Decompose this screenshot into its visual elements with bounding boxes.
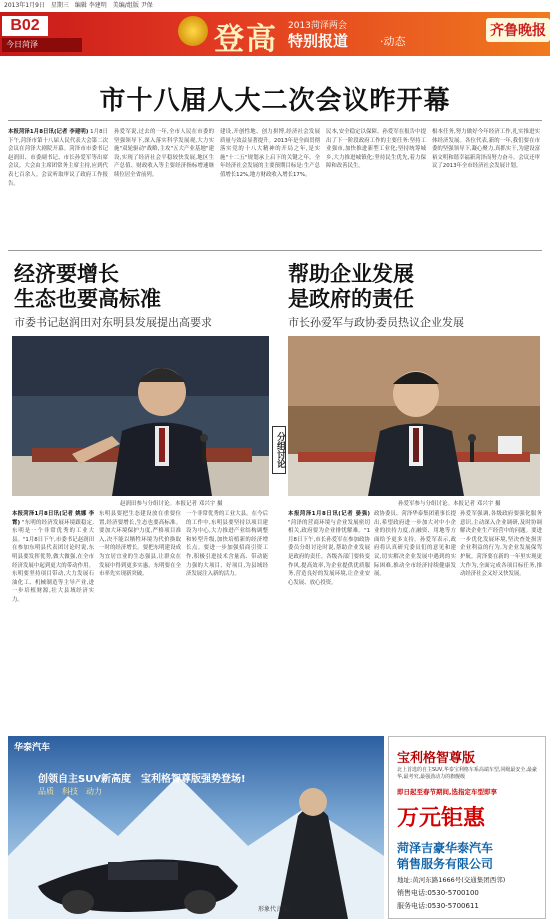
left-story-photo <box>12 336 269 496</box>
special-report-line1: 2013菏泽两会 <box>288 21 347 31</box>
dealer-ad-amount: 万元钜惠 <box>397 805 486 831</box>
lead-col-3: 建设,开创性地、创力拼博,经济社会发展质量与效益显著提升。2013年是全面贯彻落实党的十八大精神的开局之年,是实施"十二五"规划承上启下的关键之年。全年经济社会发展的主要预期目标是:生产总值增长12%,地方财政收入增长17%。 <box>220 129 320 178</box>
dealer-ad-promo: 即日起至春节期间,选指定车型即享 <box>397 788 497 796</box>
dealer-address: 地址:黄河东路1666号(交通集团西邻) <box>397 876 506 884</box>
right-col-2: 政协委员、菏泽华泰集团董事长提出,希望政府进一步加大对中小企业的扶持力度,在融资、用地等方面给予更多支持。孙爱军表示,政府将认真研究委员们的意见和建议,切实解决企业发展中遇到的实际困难,推动全市经济持续健康发展。 <box>374 511 456 578</box>
page-meta-line: 2013年1月9日 星期三 编辑 李建明 美编/组版 尹保 <box>4 2 153 9</box>
left-col-2: 东明县要把生态建设放在重要位置,经济要增长,生态也要高标准。要加大环境保护力度,严格项目准入,决不能以牺牲环境为代价换取一时的经济增长。要把东明建设成为宜居宜业的生态强县,让群众在发展中得到更多实惠。东明要在全市率先实现新突破。 <box>99 511 181 578</box>
left-col-3: 一个非常优秀的工业大县。在今后的工作中,东明县要坚持以项目建设为中心,大力推进产业结构调整和转型升级,加快培植新的经济增长点。要进一步加强招商引资工作,积极引进技术含量高、带动能力强的大项目、好项目,为县域经济发展注入新的活力。 <box>186 511 268 578</box>
banner-calligraphy: 登高 <box>214 22 278 57</box>
dealer-sales-phone: 销售电话:0530-5700100 <box>397 889 479 897</box>
ad-slogan: 创领自主SUV新高度 宝利格智尊版强势登场! <box>38 774 246 785</box>
lead-col-5: 根本任务,努力做好今年经济工作,扎实推进实体经济发展。各位代表,新的一年,我们要在市委的坚强领导下,凝心聚力,真抓实干,为建设富裕文明和谐幸福新菏泽而努力奋斗。会议还审议了2013年全市经济社会发展计划。 <box>432 129 540 170</box>
left-story-title-2: 生态也要高标准 <box>14 286 161 311</box>
lead-col-1 <box>8 128 108 243</box>
dealer-service-phone: 服务电话:0530-5700611 <box>397 902 479 910</box>
car-advertisement <box>8 736 384 919</box>
ad-endorser-label: 形象代言人: <box>258 906 291 913</box>
right-col-3: 孙爱军强调,各级政府要强化服务意识,主动深入企业调研,及时协调解决企业生产经营中的问题。要进一步优化发展环境,坚决查处损害企业利益的行为,为企业发展保驾护航。菏泽要在新的一年里实现更大作为,全面完成各项目标任务,推动经济社会又好又快发展。 <box>460 511 542 578</box>
left-byline: 本报菏泽1月8日讯(记者 姚娜 李霄) <box>12 511 94 526</box>
left-photo-caption: 赵润田参与分组讨论。本报记者 邓兴宇 摄 <box>120 501 223 507</box>
national-emblem-icon <box>178 16 208 46</box>
newspaper-logo: 齐鲁晚报 <box>486 18 550 42</box>
right-text-1: "菏泽的营商环境与企业发展密切相关,政府要为企业排忧解难。"1月8日下午,市长孙爱军在参加政协委员分组讨论时说,帮助企业发展是政府的责任。各级各部门要转变作风,提高效率,为企业提供优质服务,营造良好的发展环境,让企业安心发展、放心投资。 <box>288 519 370 586</box>
lead-byline: 本报菏泽1月8日讯(记者 李建明) <box>8 129 89 135</box>
section-rule <box>8 250 542 251</box>
dealer-name-2: 销售服务有限公司 <box>397 857 494 871</box>
lead-col-4: 民本,安全稳定以保障。孙爱军在报告中提出了下一阶段政府工作的主要任务:坚持工业强市,加快推进新型工业化;坚持统筹城乡,大力推进城镇化;坚持民生优先,着力保障和改善民生。 <box>326 129 426 170</box>
dealer-ad-title: 宝利格智尊版 <box>397 751 476 766</box>
group-discussion-label: 分组讨论 <box>272 426 286 474</box>
special-report-line2: 特别报道 <box>288 32 349 50</box>
right-story-title-1: 帮助企业发展 <box>288 261 414 286</box>
left-story-subtitle: 市委书记赵润田对东明县发展提出高要求 <box>14 316 212 329</box>
page-number: B02 <box>2 16 48 36</box>
dealer-name-1: 菏泽吉豪华泰汽车 <box>397 841 494 855</box>
right-photo-caption: 孙爱军参与分组讨论。本报记者 邓兴宇 摄 <box>398 501 501 507</box>
lead-text-1: 1月8日下午,菏泽市第十八届人民代表大会第二次会议在菏泽大剧院开幕。菏泽市市委书记赵润田、市委副书记、市长孙爱军等出席会议。大会由主席团常务主席主持,应到代表七百余人。会议听取审议了政府工作报告。 <box>8 129 108 187</box>
main-headline: 市十八届人大二次会议昨开幕 <box>99 86 451 116</box>
section-name: 今日菏泽 <box>2 38 82 52</box>
special-report-line3: ·动态 <box>380 35 406 48</box>
right-col-1 <box>288 510 370 730</box>
headline-rule <box>8 120 542 121</box>
ad-brand: 华泰汽车 <box>14 743 51 753</box>
left-col-1 <box>12 510 94 730</box>
ad-tags: 品质 科技 动力 <box>38 787 102 796</box>
dealer-ad-desc: 北上首选的自主SUV,华泰宝利格车系高端车型,同级最安全,最豪华,最考究,最强劲动力的旗舰级 <box>397 767 538 780</box>
right-story-title-2: 是政府的责任 <box>288 286 414 311</box>
left-story-title-1: 经济要增长 <box>14 261 119 286</box>
right-byline: 本报菏泽1月8日讯(记者 晏强) <box>288 511 370 517</box>
lead-col-2: 孙爱军说,过去的一年,全市人民在市委的坚强领导下,深入落实科学发展观,大力实施"双轮驱动"战略,主攻"五大产业基地"建设,实现了经济社会平稳较快发展,地区生产总值、财政收入等主要经济指标增速继续位居全省前列。 <box>114 129 214 178</box>
left-text-1: "东明的经济发展环境跟稳定,东明是一个非常优秀的工业大县。"1月8日下午,市委书记赵润田在参加东明县代表团讨论时说,东明县要发挥优势,做大做强,在全市经济发展中起到更大的带动作用。东明要坚持项目带动,大力发展石油化工、机械制造等主导产业,进一步培植财源,壮大县域经济实力。 <box>12 519 94 603</box>
right-story-subtitle: 市长孙爱军与政协委员热议企业发展 <box>288 316 464 329</box>
dealer-advertisement <box>388 736 546 919</box>
right-story-photo <box>288 336 540 496</box>
